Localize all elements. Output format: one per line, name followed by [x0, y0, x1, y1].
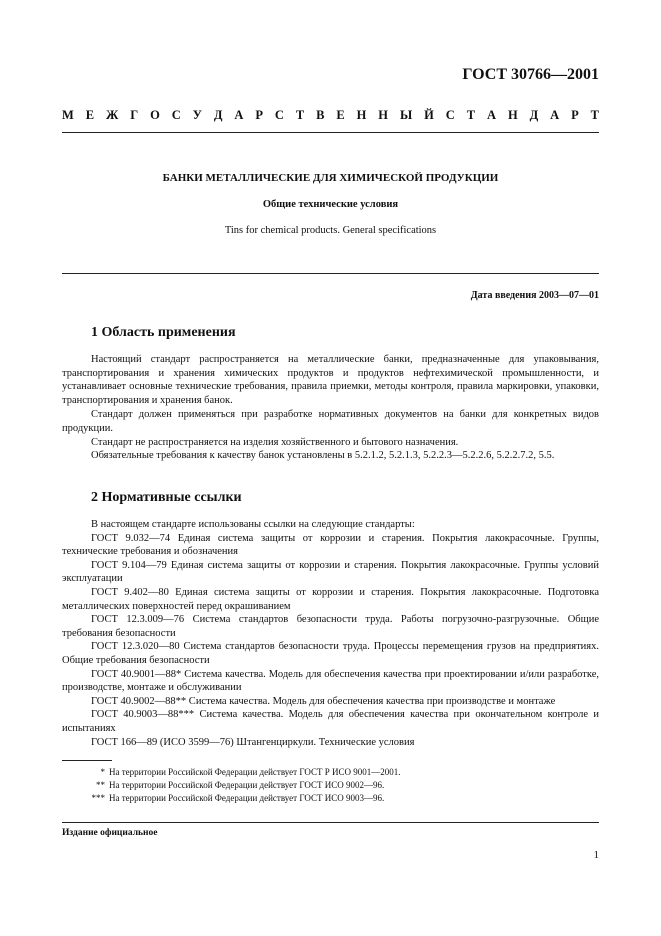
footnote: [62, 792, 599, 805]
reference-item: ГОСТ 9.032—74 Единая система защиты от коррозии и старения. Покрытия лакокрасочные. Группы, технические требования и обозначения: [62, 532, 599, 558]
edition-label: Издание официальное: [62, 828, 158, 838]
reference-item: ГОСТ 40.9001—88* Система качества. Модель для обеспечения качества при проектировании и/или разработке, производстве, монтаже и обслуживании: [62, 668, 599, 694]
section-1-paragraph: Настоящий стандарт распространяется на металлические банки, предназначенные для упаковывания, транспортирования и хранения химических продуктов и продуктов нефтехимической промышленности, и устанавливает основные технические требования, правила приемки, методы контроля, правила маркировки, упаковки, транспортирования и хранения банок.: [62, 354, 599, 406]
footnote-mark: ***: [91, 793, 105, 803]
footnote-text: На территории Российской Федерации действует ГОСТ ИСО 9003—96.: [109, 793, 385, 803]
footnote-text: На территории Российской Федерации действует ГОСТ ИСО 9002—96.: [109, 780, 385, 790]
reference-intro: В настоящем стандарте использованы ссылки на следующие стандарты:: [91, 519, 415, 530]
standard-code: ГОСТ 30766—2001: [462, 66, 599, 83]
reference-item: ГОСТ 12.3.020—80 Система стандартов безопасности труда. Процессы перемещения грузов на предприятиях. Общие требования безопасности: [62, 641, 599, 666]
document-title: БАНКИ МЕТАЛЛИЧЕСКИЕ ДЛЯ ХИМИЧЕСКОЙ ПРОДУКЦИИ: [162, 172, 499, 184]
section-1-paragraph: Обязательные требования к качеству банок установлены в 5.2.1.2, 5.2.1.3, 5.2.2.3—5.2.2.6, 5.2.2.7.2, 5.5.: [91, 450, 555, 461]
bottom-divider: [62, 822, 599, 823]
footnote-mark: **: [96, 780, 105, 790]
introduction-date: Дата введения 2003—07—01: [470, 290, 599, 301]
reference-item: ГОСТ 9.104—79 Единая система защиты от коррозии и старения. Покрытия лакокрасочные. Группы условий эксплуатации: [62, 559, 599, 585]
reference-item: ГОСТ 9.402—80 Единая система защиты от коррозии и старения. Покрытия лакокрасочные. Подготовка металлических поверхностей перед окрашиванием: [62, 586, 599, 612]
footnote-list: [62, 766, 599, 805]
top-divider: [62, 132, 599, 133]
footnote: [62, 779, 599, 792]
page-number: 1: [593, 849, 599, 861]
document-subtitle: Общие технические условия: [262, 199, 399, 210]
reference-item: ГОСТ 40.9002—88** Система качества. Модель для обеспечения качества при производстве и монтаже: [91, 695, 556, 707]
footnote-text: На территории Российской Федерации действует ГОСТ Р ИСО 9001—2001.: [109, 767, 401, 777]
section-1-heading: 1 Область применения: [91, 325, 236, 340]
section-2-heading: 2 Нормативные ссылки: [91, 490, 242, 505]
reference-item: ГОСТ 40.9003—88*** Система качества. Модель для обеспечения качества при окончательном контроле и испытаниях: [62, 709, 599, 734]
footnote-mark: *: [100, 767, 105, 777]
english-title: Tins for chemical products. General specifications: [224, 225, 437, 236]
reference-item: ГОСТ 12.3.009—76 Система стандартов безопасности труда. Работы погрузочно-разгрузочные. Общие требования безопасности: [62, 614, 599, 639]
title-divider: [62, 273, 599, 274]
section-1-paragraph: Стандарт должен применяться при разработке нормативных документов на банки для конкретных видов продукции.: [62, 409, 599, 434]
reference-item: ГОСТ 166—89 (ИСО 3599—76) Штангенциркули. Технические условия: [91, 736, 415, 748]
reference-list: [62, 518, 599, 749]
footnote-divider: [62, 760, 112, 761]
interstate-standard-banner: М Е Ж Г О С У Д А Р С Т В Е Н Н Ы Й С Т А Н Д А Р Т: [62, 108, 599, 122]
section-1-paragraph: Стандарт не распространяется на изделия хозяйственного и бытового назначения.: [91, 437, 459, 448]
footnote: [62, 766, 599, 779]
